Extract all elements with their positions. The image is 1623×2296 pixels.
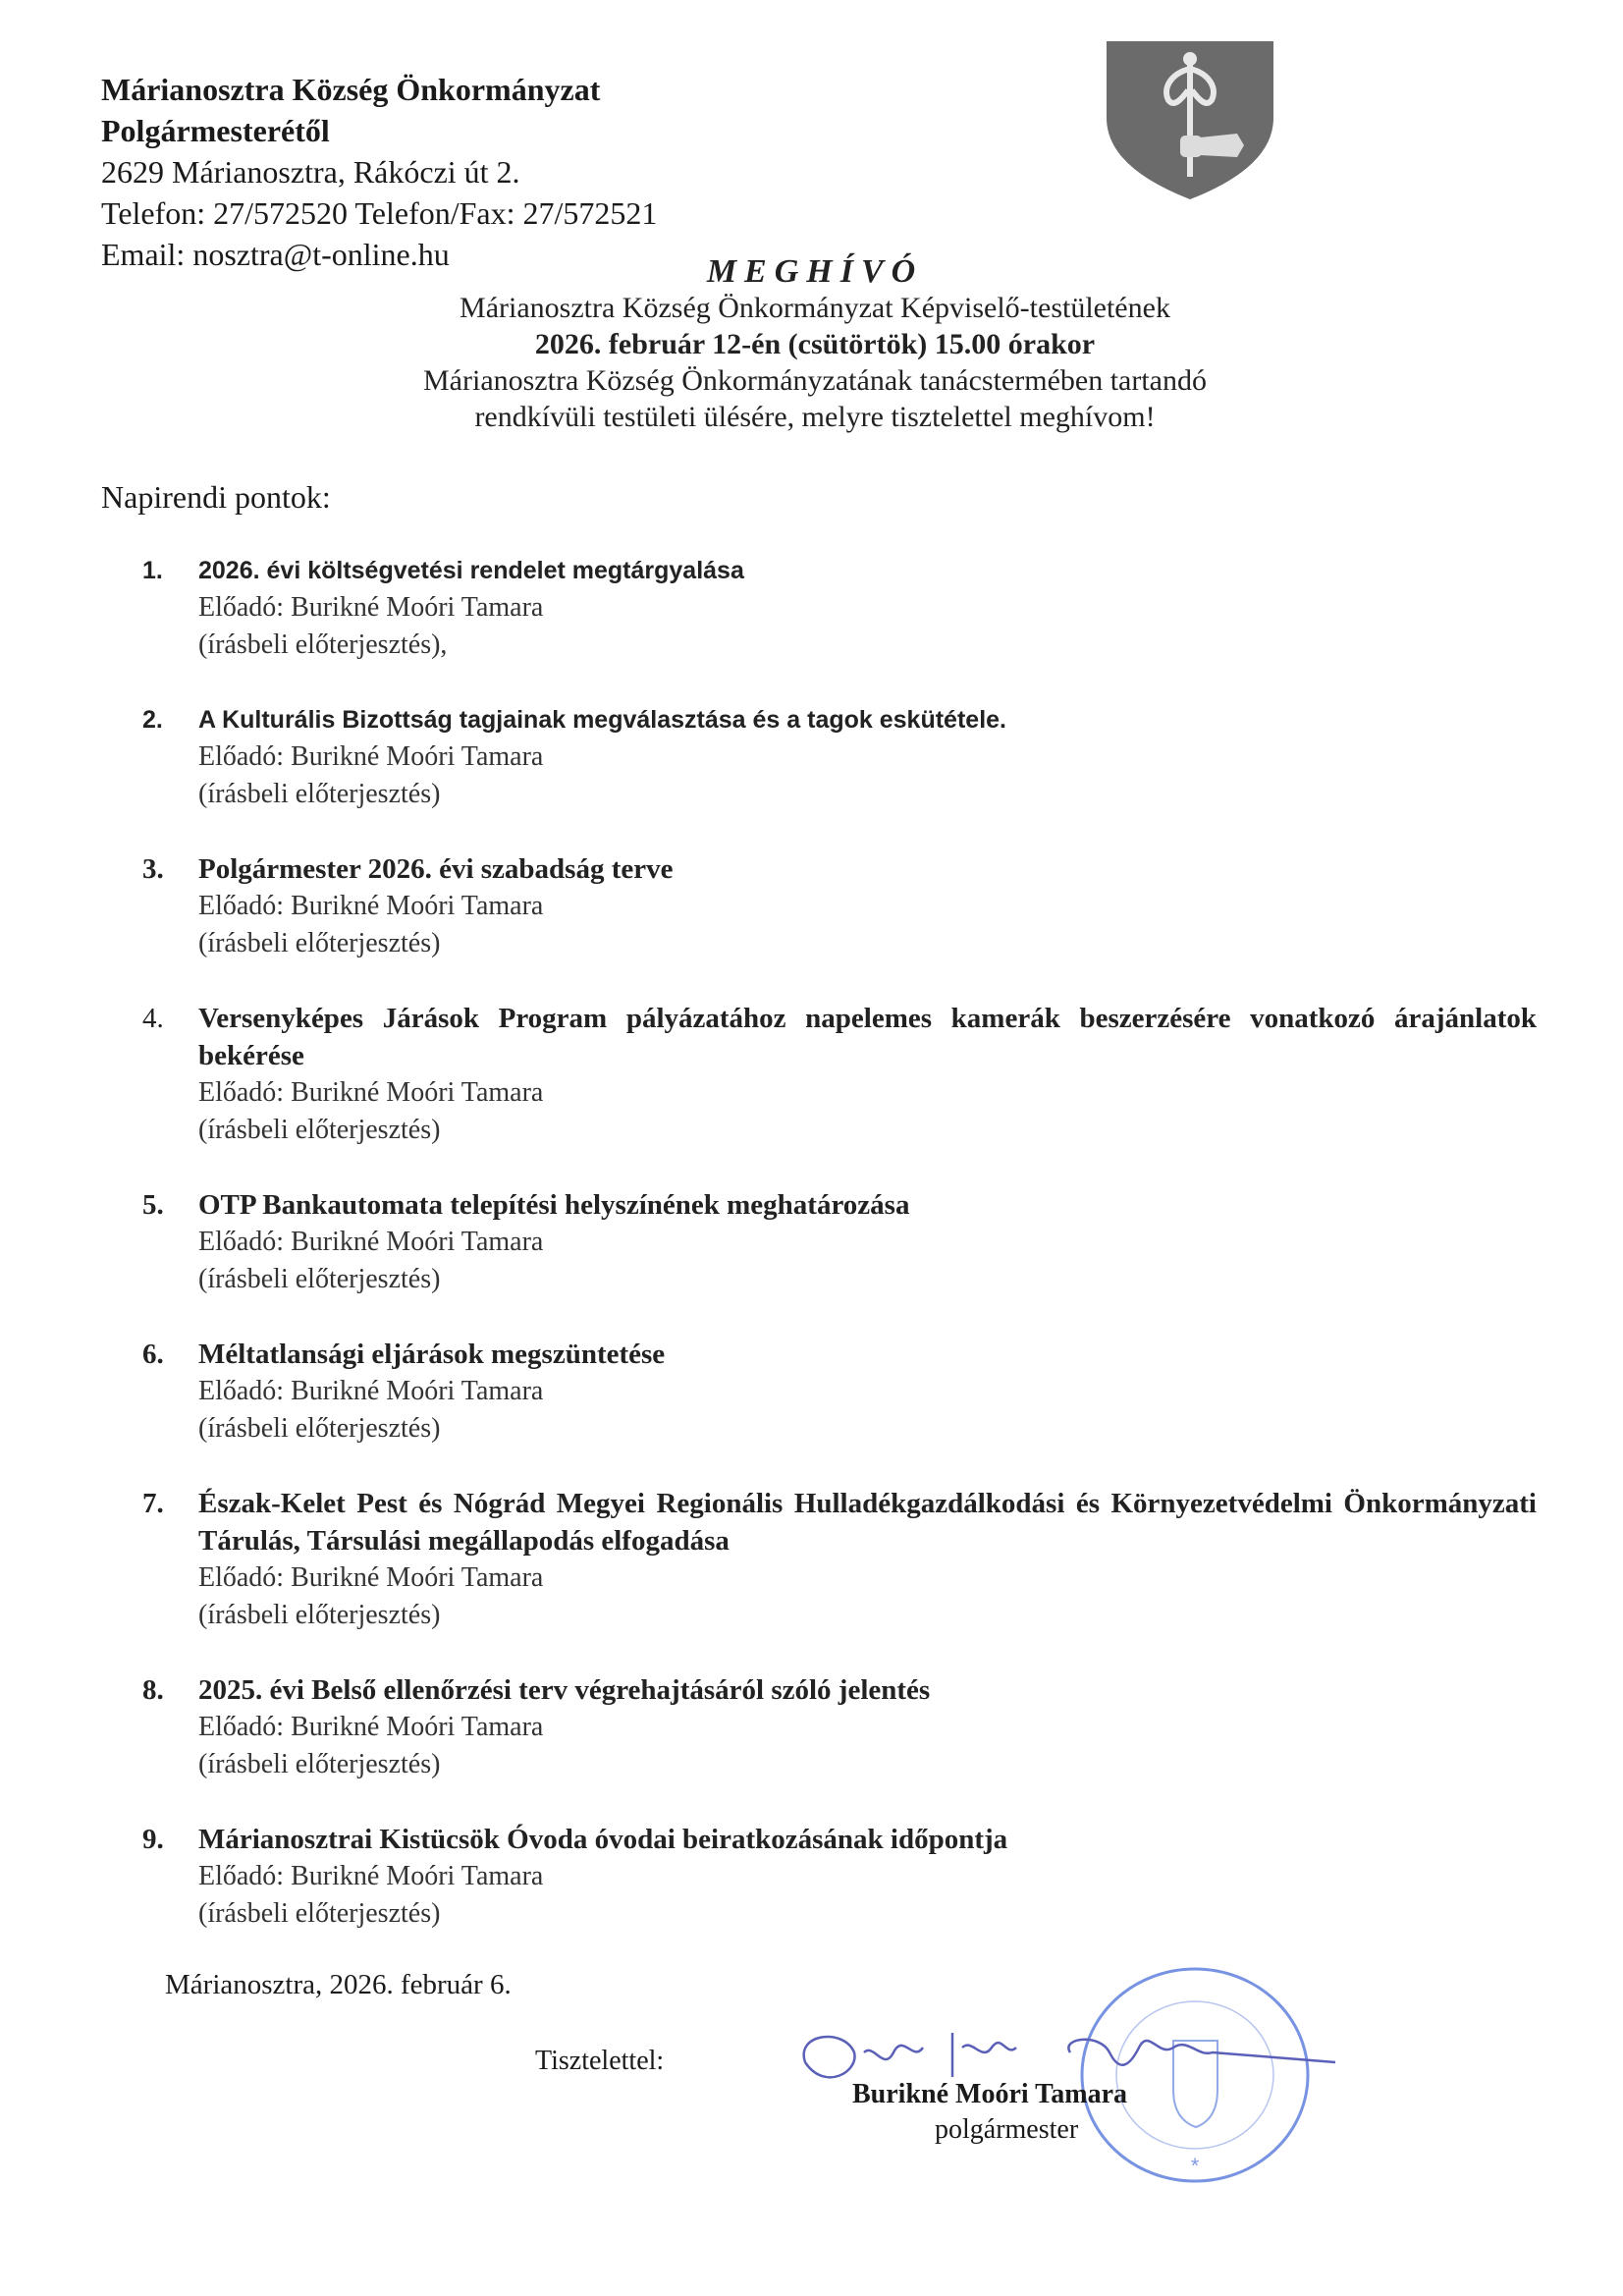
phone: Telefon: 27/572520 Telefon/Fax: 27/572521 (101, 195, 658, 231)
agenda-item (142, 850, 1537, 962)
invitation-title: MEGHÍVÓ (706, 253, 924, 290)
item-number: 7. (142, 1488, 164, 1519)
sender: Polgármesterétől (101, 113, 330, 148)
item-presenter: Előadó: Burikné Moóri Tamara (198, 1227, 544, 1257)
item-presenter: Előadó: Burikné Moóri Tamara (198, 592, 544, 623)
agenda-item (142, 1821, 1537, 1933)
item-title: Márianosztrai Kistücsök Óvoda óvodai beiratkozásának időpontja (198, 1824, 1008, 1855)
item-note: (írásbeli előterjesztés) (198, 779, 441, 809)
item-presenter: Előadó: Burikné Moóri Tamara (198, 1077, 544, 1108)
coat-of-arms-icon (1102, 39, 1278, 201)
item-title: Polgármester 2026. évi szabadság terve (198, 853, 674, 885)
agenda-item (142, 552, 1537, 664)
agenda-item (142, 1671, 1537, 1783)
item-number: 8. (142, 1674, 164, 1706)
item-presenter: Előadó: Burikné Moóri Tamara (198, 1376, 544, 1406)
item-presenter: Előadó: Burikné Moóri Tamara (198, 1712, 544, 1742)
agenda-item (142, 1000, 1537, 1149)
org-name: Márianosztra Község Önkormányzat (101, 72, 601, 107)
item-note: (írásbeli előterjesztés) (198, 1413, 441, 1444)
item-title: Észak-Kelet Pest és Nógrád Megyei Regionális Hulladékgazdálkodási és Környezetvédelmi Önkormányzati Tárulás, Társulási megállapodás elfogadása (198, 1488, 1537, 1557)
item-title: Méltatlansági eljárások megszüntetése (198, 1339, 666, 1370)
issue-date: Márianosztra, 2026. február 6. (165, 1969, 512, 2000)
item-presenter: Előadó: Burikné Moóri Tamara (198, 1562, 544, 1593)
item-title: 2026. évi költségvetési rendelet megtárgyalása (198, 557, 744, 584)
item-title: OTP Bankautomata telepítési helyszínének meghatározása (198, 1189, 910, 1221)
item-number: 5. (142, 1189, 164, 1221)
signer-role: polgármester (935, 2114, 1079, 2145)
invitation-block (373, 253, 1257, 435)
agenda-item (142, 701, 1537, 813)
agenda-heading: Napirendi pontok: (101, 479, 331, 515)
agenda-item (142, 1485, 1537, 1634)
item-number: 6. (142, 1339, 164, 1370)
agenda-item (142, 1186, 1537, 1298)
agenda-item (142, 1336, 1537, 1448)
invitation-line-4: rendkívüli testületi ülésére, melyre tisztelettel meghívom! (474, 401, 1156, 433)
item-note: (írásbeli előterjesztés) (198, 1264, 441, 1294)
item-note: (írásbeli előterjesztés) (198, 1600, 441, 1630)
item-number: 1. (142, 557, 163, 584)
address: 2629 Márianosztra, Rákóczi út 2. (101, 154, 520, 190)
item-presenter: Előadó: Burikné Moóri Tamara (198, 741, 544, 772)
invitation-line-1: Márianosztra Község Önkormányzat Képviselő-testületének (460, 292, 1170, 324)
agenda-list (142, 552, 1537, 1970)
item-note: (írásbeli előterjesztés) (198, 928, 441, 958)
item-note: (írásbeli előterjesztés) (198, 1115, 441, 1145)
item-title: A Kulturális Bizottság tagjainak megválasztása és a tagok eskütétele. (198, 706, 1006, 734)
svg-text:*: * (1190, 2154, 1200, 2178)
item-number: 9. (142, 1824, 164, 1855)
item-note: (írásbeli előterjesztés) (198, 1898, 441, 1929)
invitation-line-3: Márianosztra Község Önkormányzatának tanácstermében tartandó (423, 364, 1207, 397)
item-presenter: Előadó: Burikné Moóri Tamara (198, 891, 544, 921)
signer-name: Burikné Moóri Tamara (852, 2079, 1128, 2109)
meeting-datetime: 2026. február 12-én (csütörtök) 15.00 órakor (534, 328, 1096, 360)
email: Email: nosztra@t-online.hu (101, 237, 450, 272)
item-note: (írásbeli előterjesztés) (198, 1749, 441, 1779)
item-number: 2. (142, 706, 163, 734)
letterhead (101, 69, 657, 275)
item-title: Versenyképes Járások Program pályázatához napelemes kamerák beszerzésére vonatkozó árajánlatok bekérése (198, 1003, 1537, 1071)
item-number: 3. (142, 853, 164, 885)
closing-regards: Tisztelettel: (535, 2046, 665, 2076)
item-presenter: Előadó: Burikné Moóri Tamara (198, 1861, 544, 1891)
item-title: 2025. évi Belső ellenőrzési terv végrehajtásáról szóló jelentés (198, 1674, 931, 1706)
item-note: (írásbeli előterjesztés), (198, 629, 448, 660)
item-number: 4. (142, 1003, 164, 1034)
